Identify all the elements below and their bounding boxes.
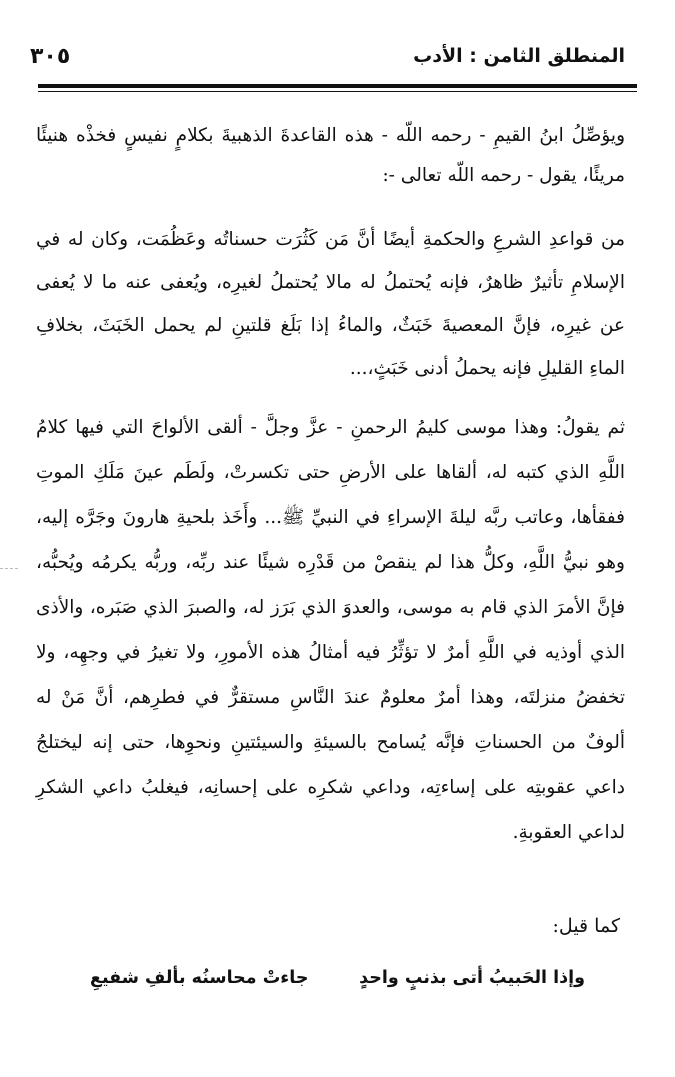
poem-verse — [90, 968, 585, 988]
poem-hemistich-first: وإذا الحَبيبُ أتى بذنبٍ واحدٍ — [359, 968, 585, 988]
paragraph-quote-ibn-qayyim: من قواعدِ الشرعِ والحكمةِ أيضًا أنَّ مَن كَثُرَت حسناتُه وعَظُمَت، وكان له في الإسلامِ تأثيرٌ ظاهرٌ، فإنه يُحتملُ له مالا يُحتملُ لغيرِه، ويُعفى عنه ما لا يُعفى عن غيرِه، فإنَّ المعصيةَ خَبَثٌ، والماءُ إذا بَلَغ قلتينِ لم يحمل الخَبَثَ، بخلافِ الماءِ القليلِ فإنه يحملُ أدنى خَبَثٍ،... — [36, 229, 625, 379]
header-rule-thin — [38, 91, 637, 92]
poem-hemistich-second: جاءتْ محاسنُه بألفِ شفيعِ — [90, 968, 309, 988]
scan-edge-mark — [0, 568, 18, 570]
running-title: المنطلق الثامن : الأدب — [413, 45, 625, 67]
page-number: ٣٠٥ — [30, 43, 71, 69]
quote-intro: كما قيل: — [552, 915, 620, 937]
page-header — [30, 38, 625, 74]
paragraph-intro: ويؤصِّلُ ابنُ القيمِ - رحمه اللّه - هذه القاعدةَ الذهبيةَ بكلامٍ نفيسٍ فخذْه هنيئًا مريئًا، يقول - رحمه اللّه تعالى -: — [36, 125, 625, 186]
header-rule-thick — [38, 84, 637, 88]
paragraph-musa: ثم يقولُ: وهذا موسى كليمُ الرحمنِ - عزَّ وجلَّ - ألقى الألواحَ التي فيها كلامُ اللَّهِ الذي كتبه له، ألقاها على الأرضِ حتى تكسرتْ، ولَطَم عينَ مَلَكِ الموتِ ففقأها، وعاتب ربَّه ليلةَ الإسراءِ في النبيِّ ﷺ... وأَخَذ بلحيةِ هارونَ وجَرَّه إليه، وهو نبيُّ اللَّهِ، وكلُّ هذا لم ينقصْ من قَدْرِه شيئًا عند ربِّه، وربُّه يكرمُه ويُحبُّه، فإنَّ الأمرَ الذي قام به موسى، والعدوَ الذي بَرَز له، والصبرَ الذي صَبَره، والأذى الذي أوذيه في اللَّهِ أمرٌ لا تؤثِّرُ فيه أمثالُ هذه الأمورِ، ولا تغيرُ في وجهِه، ولا تخفضُ منزلتَه، وهذا أمرٌ معلومٌ عندَ النَّاسِ مستقرٌّ في فطرِهم، أنَّ مَنْ له ألوفٌ من الحسناتِ فإنَّه يُسامح بالسيئةِ والسيئتينِ ونحوِها، حتى إنه ليختلجُ داعي عقوبتِه على إساءتِه، وداعي شكرِه على إحسانِه، فيغلبُ داعي الشكرِ لداعي العقوبةِ. — [36, 417, 625, 843]
